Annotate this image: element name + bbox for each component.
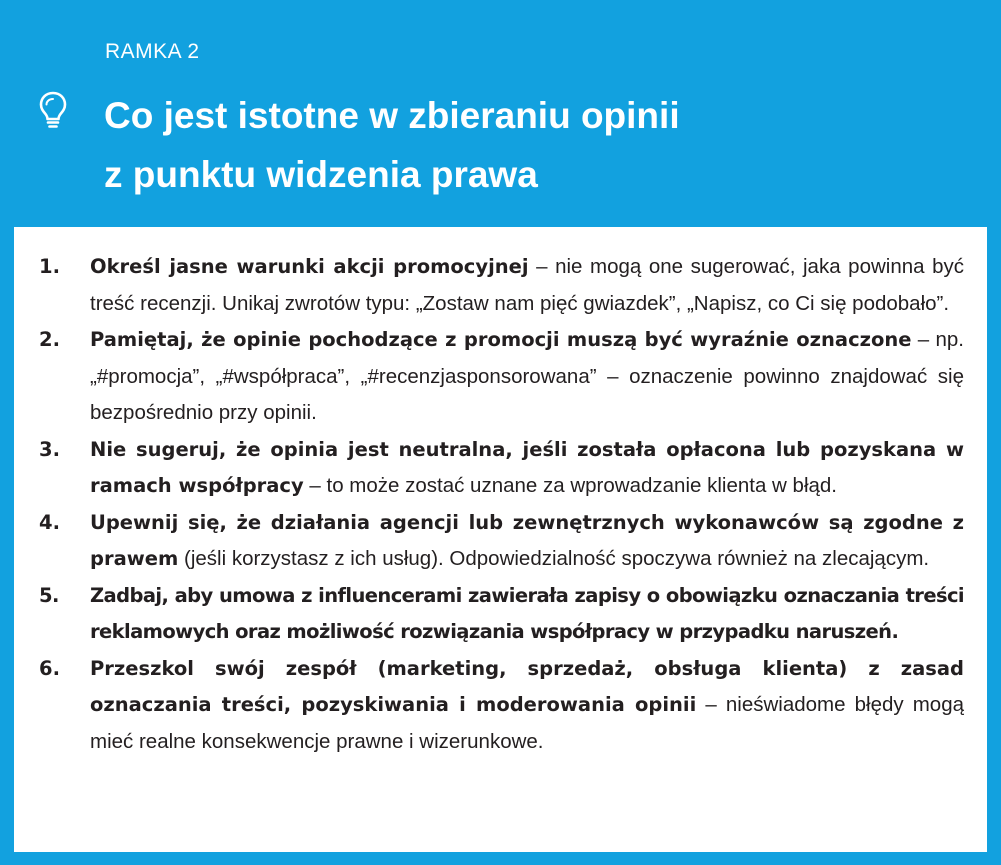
list-item	[39, 578, 964, 651]
item-text: – nie mogą one sugerować, jaka powinna być treść recenzji. Unikaj zwrotów typu: „Zostaw nam pięć gwiazdek”, „Napisz, co Ci się podobało”.	[90, 255, 964, 315]
list-item	[39, 505, 964, 578]
lightbulb-icon	[36, 90, 70, 130]
item-number: 3.	[39, 437, 60, 461]
list-item	[39, 249, 964, 322]
item-number: 2.	[39, 328, 60, 351]
item-text: – nieświadome błędy mogą mieć realne konsekwencje prawne i wizerunkowe.	[90, 693, 964, 753]
frame-title	[104, 86, 680, 204]
tips-list	[39, 249, 964, 760]
item-text: – np. „#promocja”, „#współpraca”, „#recenzjasponsorowana” – oznaczenie powinno znajdować się bezpośrednio przy opinii.	[90, 328, 965, 424]
item-number: 5.	[39, 583, 59, 607]
frame-title-line2: z punktu widzenia prawa	[104, 154, 538, 195]
item-lead: Nie sugeruj, że opinia jest neutralna, jeśli została opłacona lub pozyskana w ramach współpracy	[90, 437, 964, 497]
frame-title-line1: Co jest istotne w zbieraniu opinii	[104, 95, 680, 136]
item-text: (jeśli korzystasz z ich usług). Odpowiedzialność spoczywa również na zlecającym.	[178, 547, 930, 570]
list-item	[39, 651, 964, 761]
frame-label: RAMKA 2	[105, 40, 200, 63]
item-lead: Upewnij się, że działania agencji lub zewnętrznych wykonawców są zgodne z prawem	[90, 510, 964, 570]
item-number: 4.	[39, 510, 60, 534]
item-number: 1.	[39, 255, 60, 278]
item-lead: Pamiętaj, że opinie pochodzące z promocji muszą być wyraźnie oznaczone	[90, 328, 912, 351]
item-number: 6.	[39, 656, 60, 680]
item-text: – to może zostać uznane za wprowadzanie klienta w błąd.	[303, 474, 838, 497]
item-lead: Przeszkol swój zespół (marketing, sprzedaż, obsługa klienta) z zasad oznaczania treści, pozyskiwania i moderowania opinii	[90, 656, 964, 716]
item-lead: Określ jasne warunki akcji promocyjnej	[90, 255, 529, 278]
content-box	[14, 227, 987, 852]
list-item	[39, 432, 964, 505]
item-lead: Zadbaj, aby umowa z influencerami zawierała zapisy o obowiązku oznaczania treści reklamowych oraz możliwość rozwiązania współpracy w przypadku naruszeń.	[90, 583, 964, 643]
list-item	[39, 322, 964, 432]
